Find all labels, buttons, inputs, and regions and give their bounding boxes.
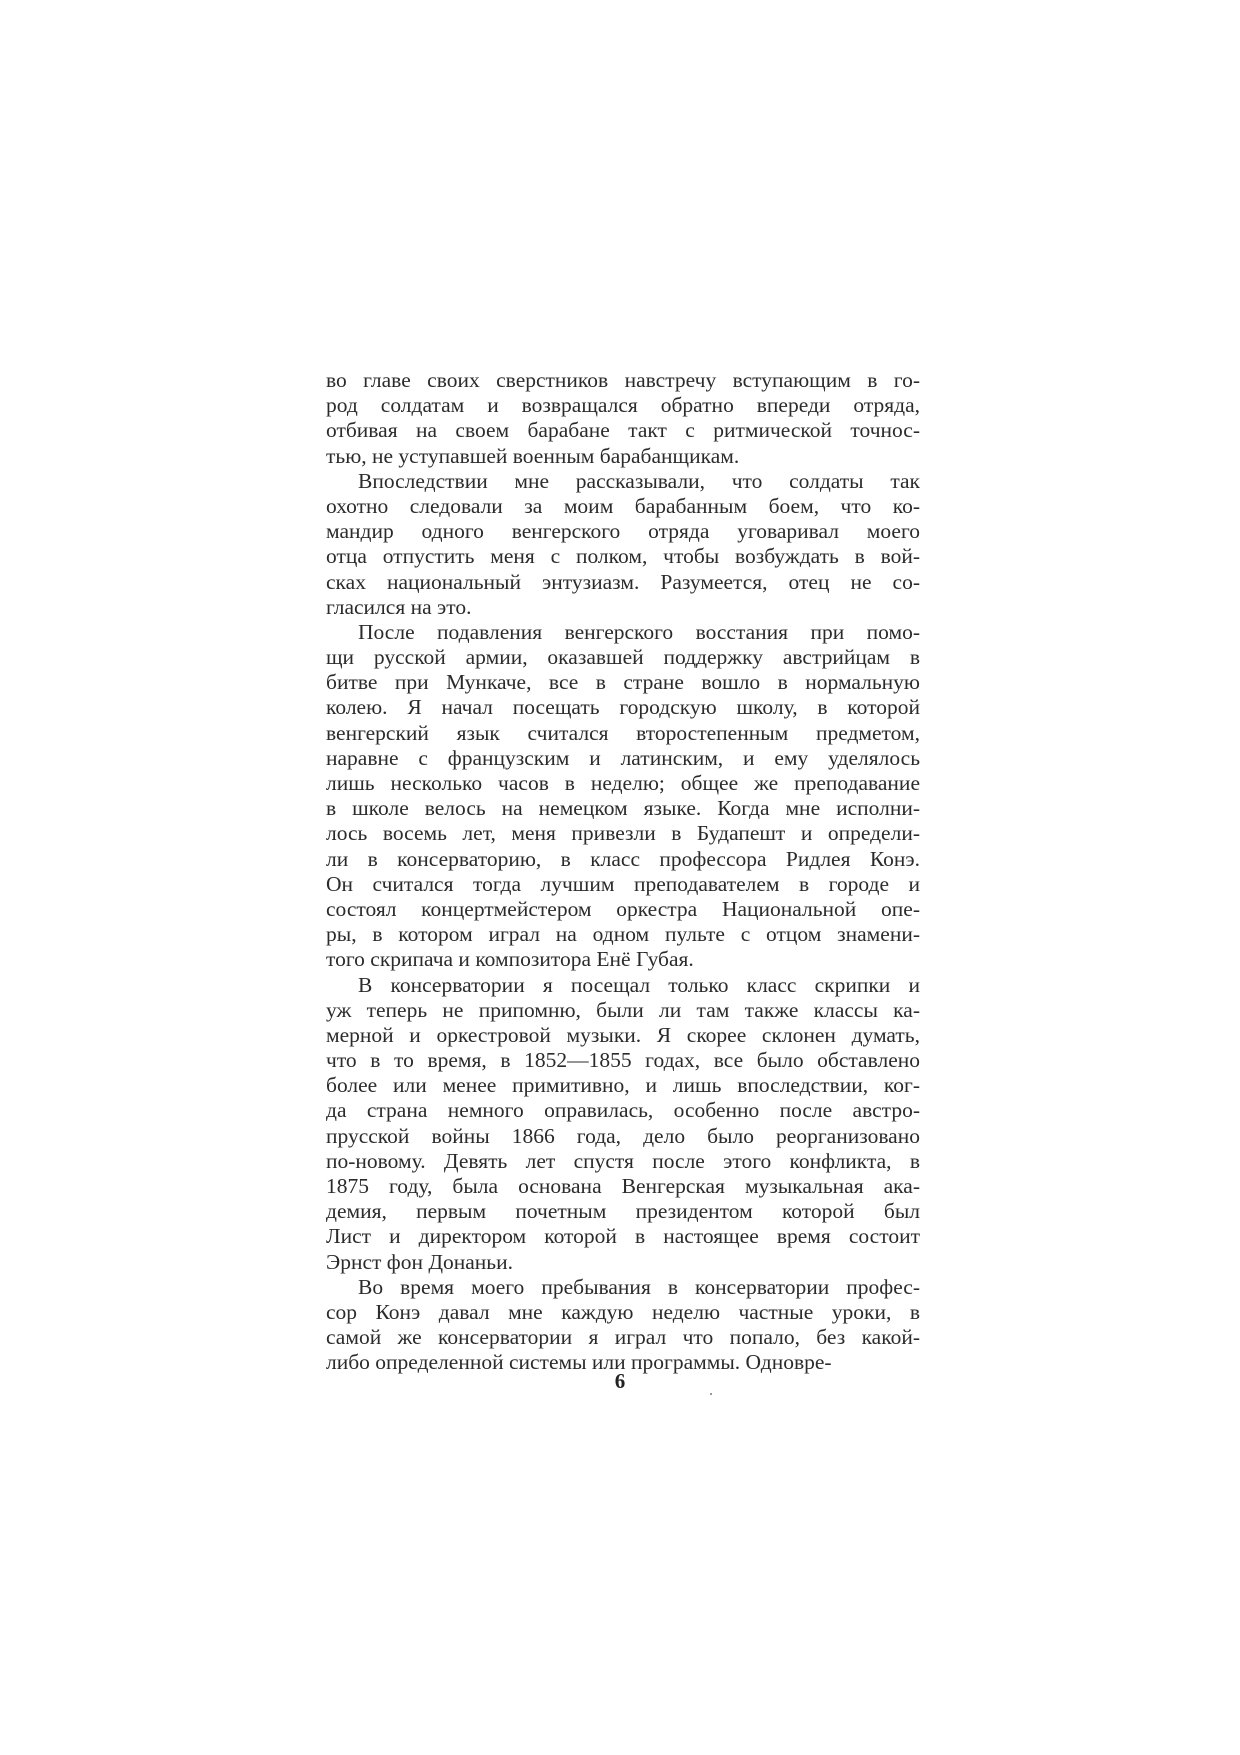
paragraph [326,620,920,973]
text-line: 1875 году, была основана Венгерская музыкальная ака- [326,1174,920,1198]
text-line: мандир одного венгерского отряда уговаривал моего [326,519,920,544]
scan-speck [710,1393,712,1395]
text-line: отца отпустить меня с полком, чтобы возбуждать в вой- [326,544,920,569]
text-line: Впоследствии мне рассказывали, что солдаты так [358,468,920,493]
text-line: более или менее примитивно, и лишь впоследствии, ког- [326,1073,920,1098]
text-line: во главе своих сверстников навстречу вступающим в го- [326,368,920,392]
text-line: Он считался тогда лучшим преподавателем в городе и [326,871,920,896]
text-line: отбивая на своем барабане такт с ритмической точнос- [326,418,920,443]
text-line: самой же консерватории я играл что попало, без какой- [326,1325,920,1350]
text-line: сор Конэ давал мне каждую неделю частные уроки, в [326,1299,920,1324]
text-line: ры, в котором играл на одном пульте с отцом знамени- [326,922,920,947]
text-line: уж теперь не припомню, были ли там также классы ка- [326,997,920,1022]
text-line: Лист и директором которой в настоящее время состоит [326,1224,920,1249]
text-line: После подавления венгерского восстания при помо- [358,619,920,644]
text-line: либо определенной системы или программы. Одновре- [326,1350,832,1375]
text-line: демия, первым почетным президентом которой был [326,1199,920,1224]
text-line: ли в консерваторию, в класс профессора Ридлея Конэ. [326,846,920,871]
paragraph [326,973,920,1275]
text-line: Во время моего пребывания в консерватории профес- [358,1274,920,1299]
text-line: В консерватории я посещал только класс скрипки и [358,972,920,997]
text-line: наравне с французским и латинским, и ему уделялось [326,745,920,770]
text-line: тью, не уступавшей военным барабанщикам. [326,443,740,468]
text-line: сках национальный энтузиазм. Разумеется, отец не со- [326,569,920,594]
text-line: да страна немного оправилась, особенно после австро- [326,1098,920,1123]
text-line: состоял концертмейстером оркестра Национальной опе- [326,896,920,921]
text-line: род солдатам и возвращался обратно впереди отряда, [326,393,920,418]
text-line: Эрнст фон Донаньи. [326,1249,513,1274]
text-line: гласился на это. [326,594,472,619]
text-line: охотно следовали за моим барабанным боем, что ко- [326,493,920,518]
text-line: в школе велось на немецком языке. Когда мне исполни- [326,796,920,821]
page-number: 6 [614,1369,626,1393]
text-line: лишь несколько часов в неделю; общее же преподавание [326,771,920,795]
text-line: щи русской армии, оказавшей поддержку австрийцам в [326,645,920,670]
text-line: венгерский язык считался второстепенным предметом, [326,720,920,745]
text-line: мерной и оркестровой музыки. Я скорее склонен думать, [326,1022,920,1047]
paragraph [326,1275,920,1376]
text-line: лось восемь лет, меня привезли в Будапешт и определи- [326,821,920,846]
text-line: по-новому. Девять лет спустя после этого конфликта, в [326,1148,920,1173]
text-line: прусской войны 1866 года, дело было реорганизовано [326,1123,920,1148]
body-text [326,368,920,1376]
text-line: битве при Мункаче, все в стране вошло в нормальную [326,670,920,695]
paragraph [326,469,920,620]
text-line: колею. Я начал посещать городскую школу, в которой [326,695,920,720]
text-line: что в то время, в 1852—1855 годах, все было обставлено [326,1048,920,1073]
paragraph [326,368,920,469]
text-line: того скрипача и композитора Енё Губая. [326,947,694,972]
